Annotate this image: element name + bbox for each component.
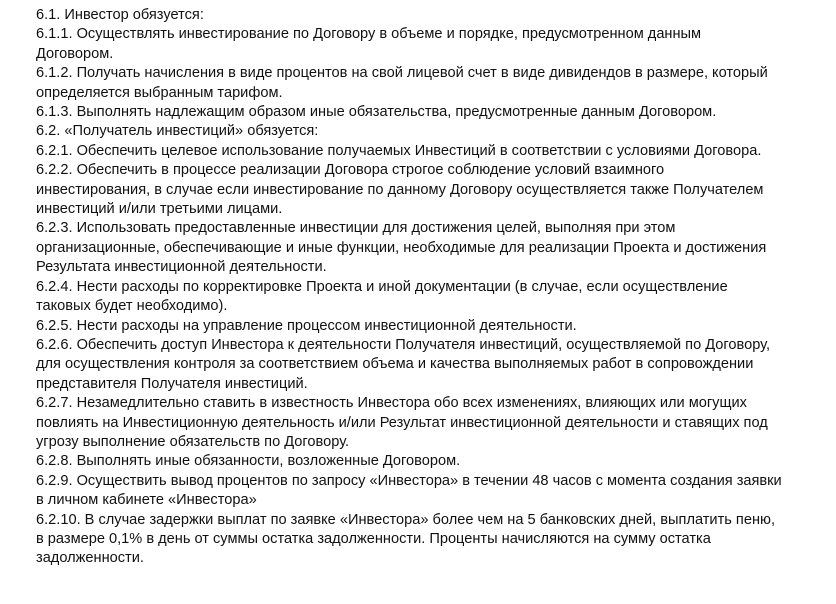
text-line: 6.2.8. Выполнять иные обязанности, возложенные Договором. — [36, 453, 461, 470]
text-line: инвестиций и/или третьими лицами. — [36, 201, 283, 218]
text-line: в личном кабинете «Инвестора» — [36, 492, 257, 509]
text-line: Договором. — [36, 45, 114, 62]
clause-6-2-4 — [36, 278, 814, 317]
text-line: определяется выбранным тарифом. — [36, 84, 283, 101]
clause-6-2-5 — [36, 317, 814, 336]
clause-6-2-3 — [36, 219, 814, 277]
text-line: 6.2.7. Незамедлительно ставить в известность Инвестора обо всех изменениях, влияющих или могущих — [36, 395, 747, 412]
clause-6-2-9 — [36, 472, 814, 511]
text-line: 6.2.4. Нести расходы по корректировке Проекта и иной документации (в случае, если осуществление — [36, 278, 728, 295]
clause-6-2-2 — [36, 161, 814, 219]
text-line: в размере 0,1% в день от суммы остатка задолженности. Проценты начисляются на сумму остатка — [36, 530, 711, 547]
clause-6-1-2 — [36, 64, 814, 103]
clause-6-2-1 — [36, 142, 814, 161]
text-line: 6.1.2. Получать начисления в виде процентов на свой лицевой счет в виде дивидендов в размере, который — [36, 65, 768, 82]
text-line: 6.2.5. Нести расходы на управление процессом инвестиционной деятельности. — [36, 317, 577, 334]
text-line: 6.2.6. Обеспечить доступ Инвестора к деятельности Получателя инвестиций, осуществляемой по Договору, — [36, 336, 771, 353]
clause-6-2-10 — [36, 511, 814, 569]
document-body — [36, 6, 814, 569]
text-line: 6.1.3. Выполнять надлежащим образом иные обязательства, предусмотренные данным Договором. — [36, 104, 717, 121]
clause-6-1-3 — [36, 103, 814, 122]
clause-6-2 — [36, 122, 814, 141]
text-line: 6.2.3. Использовать предоставленные инвестиции для достижения целей, выполняя при этом — [36, 220, 676, 237]
text-line: 6.2.2. Обеспечить в процессе реализации Договора строгое соблюдение условий взаимного — [36, 162, 665, 179]
text-line: представителя Получателя инвестиций. — [36, 375, 308, 392]
text-line: Результата инвестиционной деятельности. — [36, 259, 327, 276]
text-line: повлиять на Инвестиционную деятельность и/или Результат инвестиционной деятельности и ставящих под — [36, 414, 768, 431]
text-line: 6.2.9. Осуществить вывод процентов по запросу «Инвестора» в течении 48 часов с момента создания заявки — [36, 472, 782, 489]
clause-6-1 — [36, 6, 814, 25]
text-line: 6.2.1. Обеспечить целевое использование получаемых Инвестиций в соответствии с условиями Договора. — [36, 142, 762, 159]
text-line: таковых будет необходимо). — [36, 298, 228, 315]
text-line: инвестирования, в случае если инвестирование по данному Договору осуществляется также Получателем — [36, 181, 764, 198]
text-line: 6.1. Инвестор обязуется: — [36, 7, 204, 23]
text-line: угрозу выполнение обязательств по Договору. — [36, 433, 350, 450]
text-line: организационные, обеспечивающие и иные функции, необходимые для реализации Проекта и достижения — [36, 239, 767, 256]
text-line: задолженности. — [36, 550, 144, 567]
clause-6-2-8 — [36, 452, 814, 471]
clause-6-2-7 — [36, 394, 814, 452]
text-line: 6.2. «Получатель инвестиций» обязуется: — [36, 123, 319, 140]
clause-6-1-1 — [36, 25, 814, 64]
text-line: 6.1.1. Осуществлять инвестирование по Договору в объеме и порядке, предусмотренном данным — [36, 26, 702, 43]
text-line: для осуществления контроля за соответствием объема и качества выполняемых работ в сопровождении — [36, 356, 754, 373]
clause-6-2-6 — [36, 336, 814, 394]
text-line: 6.2.10. В случае задержки выплат по заявке «Инвестора» более чем на 5 банковских дней, выплатить пеню, — [36, 511, 776, 528]
